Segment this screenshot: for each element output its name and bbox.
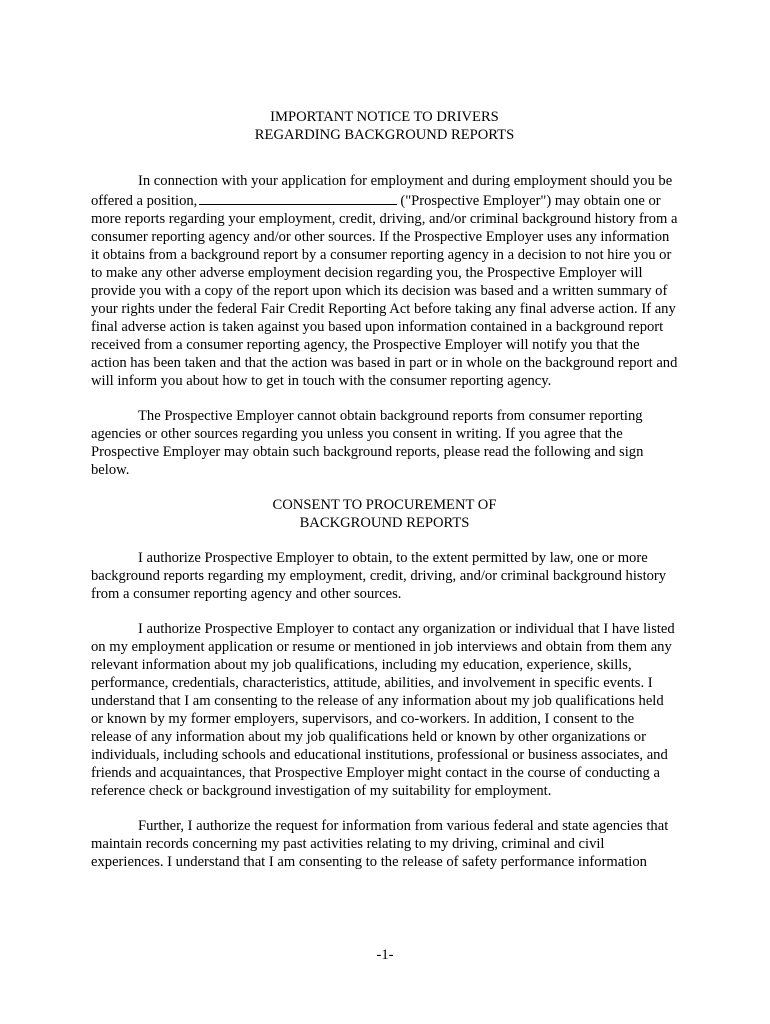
- employer-name-blank[interactable]: [199, 190, 397, 205]
- page-number: -1-: [376, 947, 394, 963]
- paragraph-authorization-contacts: I authorize Prospective Employer to contact any organization or individual that I have listed on my employment application or resume or mentioned in job interviews and obtain from them any relevant information about my job qualifications, including my education, experience, skills, performance, credentials, characteristics, attitude, abilities, and involvement in specific events. I understand that I am consenting to the release of any information about my job qualifications held or known by my former employers, supervisors, and co-workers. In addition, I consent to the release of any information about my job qualifications held or known by other organizations or individuals, including schools and educational institutions, professional or business associates, and friends and acquaintances, that Prospective Employer might contact in the course of conducting a reference check or background investigation of my suitability for employment.: [91, 621, 675, 799]
- consent-section-title: [91, 496, 678, 532]
- notice-title-line-1: IMPORTANT NOTICE TO DRIVERS: [270, 109, 499, 125]
- paragraph-consent-requirement: The Prospective Employer cannot obtain background reports from consumer reporting agencies or other sources regarding you unless you consent in writing. If you agree that the Prospective Employer may obtain such background reports, please read the following and sign below.: [91, 408, 644, 478]
- document-page: [91, 108, 678, 871]
- paragraph-notice-intro: [91, 172, 678, 390]
- paragraph-notice-intro-start: In connection with your application for employment and during employment should you be offered a position,: [91, 173, 673, 209]
- notice-title-line-2: REGARDING BACKGROUND REPORTS: [254, 127, 515, 143]
- consent-title-line-2: BACKGROUND REPORTS: [299, 515, 470, 531]
- paragraph-notice-intro-rest: ("Prospective Employer") may obtain one or more reports regarding your employment, credit, driving, and/or criminal background history from a consumer reporting agency and/or other sources. If the Prospective Employer uses any information it obtains from a background report by a consumer reporting agency in a decision to not hire you or to make any other adverse employment decision regarding you, the Prospective Employer will provide you with a copy of the report upon which its decision was based and a written summary of your rights under the federal Fair Credit Reporting Act before taking any final adverse action. If any final adverse action is taken against you based upon information contained in a background report received from a consumer reporting agency, the Prospective Employer will notify you that the action has been taken and that the action was based in part or in whole on the background report and will inform you about how to get in touch with the consumer reporting agency.: [91, 193, 678, 389]
- notice-title: [91, 108, 678, 144]
- paragraph-authorization-agencies: Further, I authorize the request for information from various federal and state agencies that maintain records concerning my past activities relating to my driving, criminal and civil experiences. I understand that I am consenting to the release of safety performance information: [91, 818, 669, 870]
- paragraph-authorization-reports: I authorize Prospective Employer to obtain, to the extent permitted by law, one or more background reports regarding my employment, credit, driving, and/or criminal background history from a consumer reporting agency and other sources.: [91, 550, 667, 602]
- consent-title-line-1: CONSENT TO PROCUREMENT OF: [272, 497, 497, 513]
